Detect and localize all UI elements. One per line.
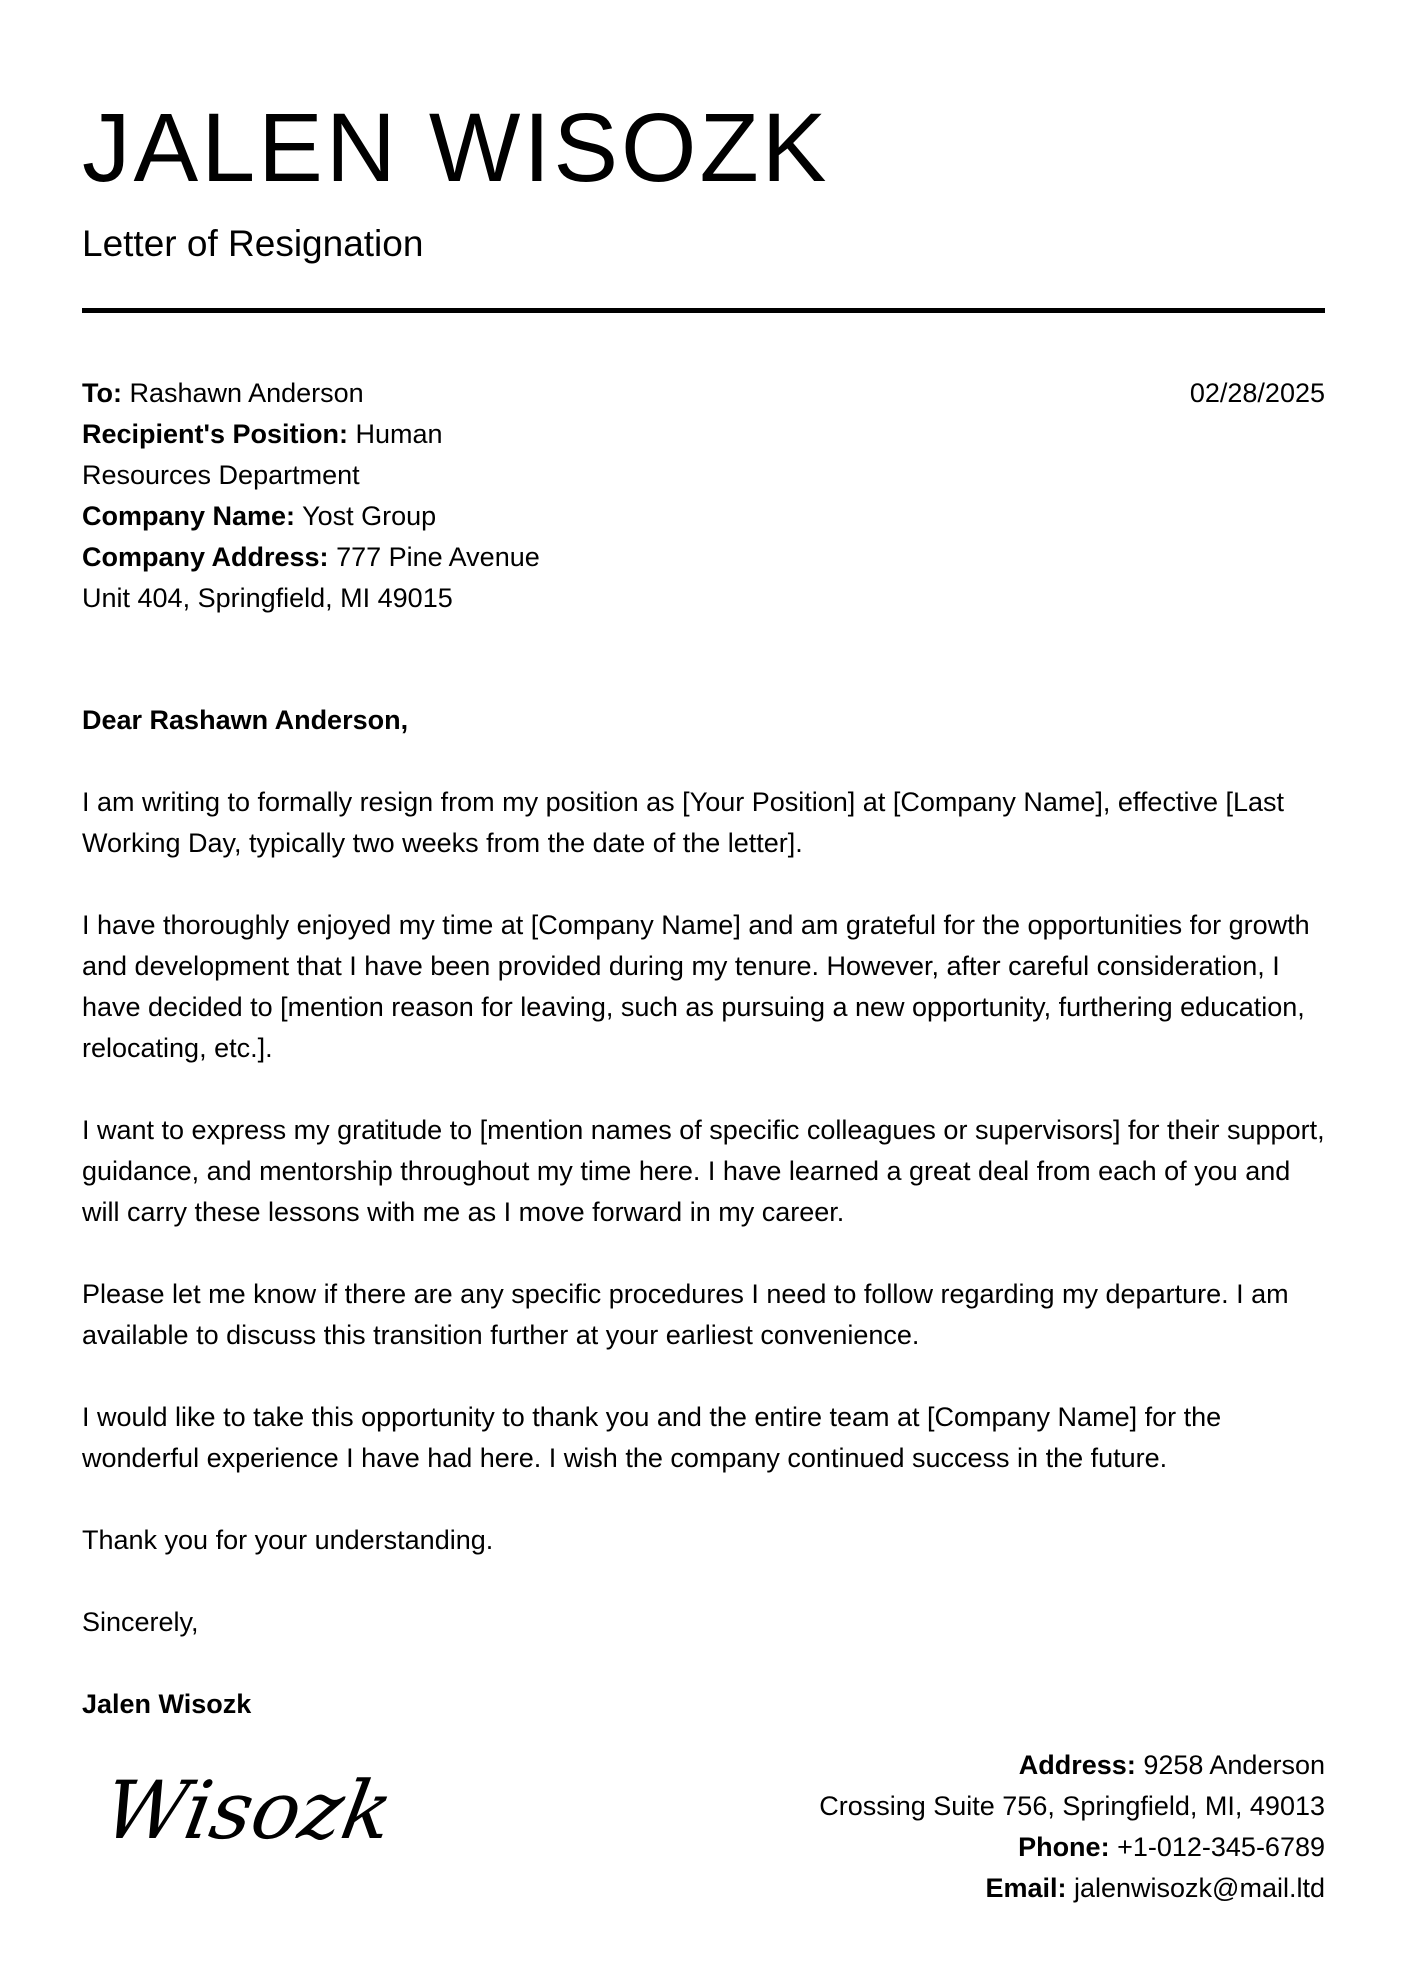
paragraph-understanding: Thank you for your understanding. xyxy=(82,1525,494,1555)
letter-header xyxy=(82,93,1325,313)
field-value: Yost Group xyxy=(302,501,437,531)
email-label: Email: xyxy=(985,1873,1067,1903)
address-label: Address: xyxy=(1018,1750,1136,1780)
field-label: To: xyxy=(82,378,122,408)
email-value: jalenwisozk@mail.ltd xyxy=(1074,1873,1325,1903)
contact-phone xyxy=(785,1827,1325,1868)
signoff: Sincerely, xyxy=(82,1607,199,1637)
field-label: Company Name: xyxy=(82,501,296,531)
field-value: 777 Pine Avenue Unit 404, Springfield, MI 49015 xyxy=(82,542,540,613)
paragraph-resignation: I am writing to formally resign from my position as [Your Position] at [Company Name], effective [Last Working Day, typically two weeks from the date of the letter]. xyxy=(82,787,1285,858)
handwritten-signature: Wisozk xyxy=(96,1764,400,1857)
header-divider xyxy=(82,308,1325,313)
letter-date: 02/28/2025 xyxy=(1189,378,1325,408)
contact-info xyxy=(785,1745,1325,1909)
field-value: Rashawn Anderson xyxy=(129,378,364,408)
letter-body xyxy=(82,700,1325,1725)
phone-label: Phone: xyxy=(1018,1832,1110,1862)
paragraph-procedures: Please let me know if there are any specific procedures I need to follow regarding my departure. I am available to discuss this transition further at your earliest convenience. xyxy=(82,1279,1289,1350)
contact-address-line1 xyxy=(785,1745,1325,1786)
address-value-line1: 9258 Anderson xyxy=(1143,1750,1325,1780)
contact-email xyxy=(785,1868,1325,1909)
signature-footer xyxy=(82,1745,1325,1909)
recipient-details xyxy=(82,373,577,619)
page-title: JALEN WISOZK xyxy=(82,93,830,202)
recipient-field-address xyxy=(82,537,577,619)
greeting: Dear Rashawn Anderson, xyxy=(82,705,409,735)
phone-value: +1-012-345-6789 xyxy=(1117,1832,1325,1862)
recipient-field-position xyxy=(82,414,577,496)
field-value: Human Resources Department xyxy=(82,419,443,490)
recipient-field-company xyxy=(82,496,577,537)
recipient-section xyxy=(82,373,1325,619)
paragraph-gratitude-colleagues: I want to express my gratitude to [mention names of specific colleagues or supervisors] for their support, guidance, and mentorship throughout my time here. I have learned a great deal from each of you and will carry these lessons with me as I move forward in my career. xyxy=(82,1115,1325,1227)
sender-name: Jalen Wisozk xyxy=(82,1689,252,1719)
field-label: Recipient's Position: xyxy=(82,419,348,449)
paragraph-thanks-team: I would like to take this opportunity to thank you and the entire team at [Company Name] for the wonderful experience I have had here. I wish the company continued success in the future. xyxy=(82,1402,1222,1473)
field-label: Company Address: xyxy=(82,542,329,572)
recipient-field-to xyxy=(82,373,577,414)
document-subtitle: Letter of Resignation xyxy=(82,223,424,264)
paragraph-gratitude-company: I have thoroughly enjoyed my time at [Company Name] and am grateful for the opportunities for growth and development that I have been provided during my tenure. However, after careful consideration, I have decided to [mention reason for leaving, such as pursuing a new opportunity, furthering education, relocating, etc.]. xyxy=(82,910,1310,1063)
contact-address-line2: Crossing Suite 756, Springfield, MI, 49013 xyxy=(819,1791,1325,1821)
